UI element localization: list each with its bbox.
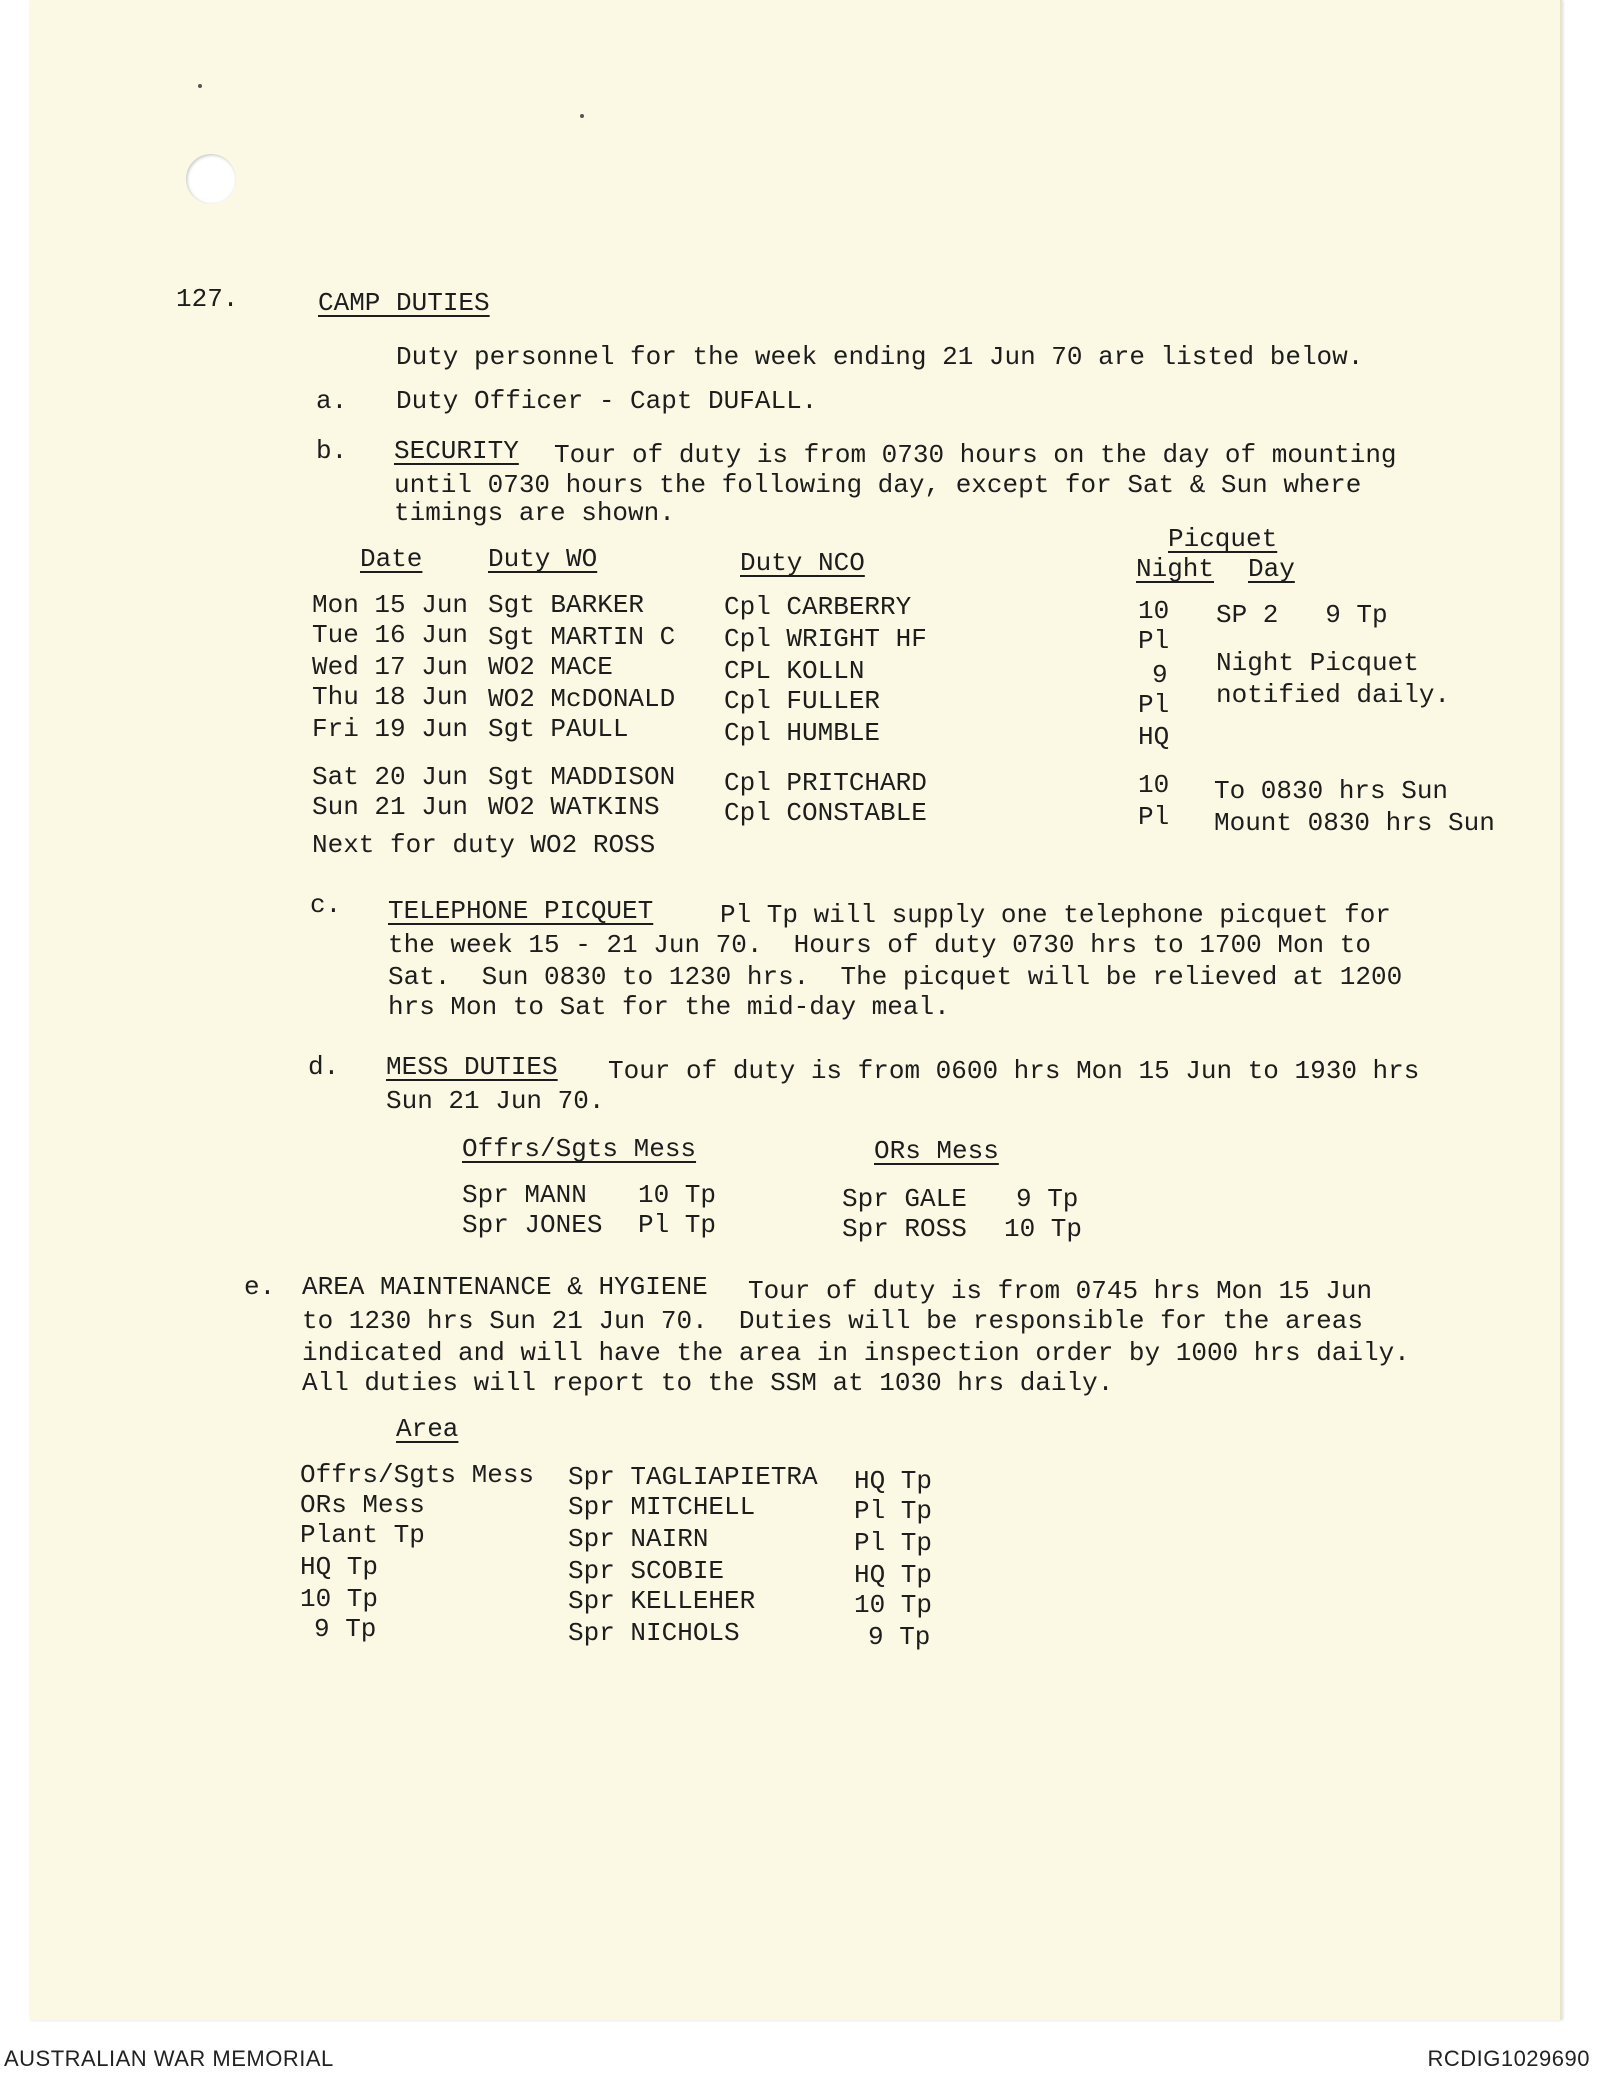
area-unit-cell: 9 Tp bbox=[868, 1622, 931, 1652]
area-unit-cell: Pl Tp bbox=[854, 1496, 933, 1526]
para-a-letter: a. bbox=[316, 386, 348, 416]
para-d-line: Tour of duty is from 0600 hrs Mon 15 Jun to 1930 hrs bbox=[608, 1056, 1420, 1086]
table-cell-wo: WO2 WATKINS bbox=[488, 792, 660, 822]
table-cell-date: Sat 20 Jun bbox=[312, 762, 469, 792]
table-cell-nco: Cpl WRIGHT HF bbox=[724, 624, 927, 654]
para-b-line: timings are shown. bbox=[394, 498, 675, 528]
area-name-cell: Spr NICHOLS bbox=[568, 1618, 740, 1648]
area-cell: Offrs/Sgts Mess bbox=[300, 1460, 535, 1490]
header-duty-wo: Duty WO bbox=[488, 544, 598, 574]
ors-mess-name: Spr GALE bbox=[842, 1184, 967, 1214]
table-cell-wo: Sgt MARTIN C bbox=[488, 622, 676, 652]
section-heading: CAMP DUTIES bbox=[318, 288, 490, 318]
table-cell-night: Pl bbox=[1138, 626, 1170, 656]
para-c-line: hrs Mon to Sat for the mid-day meal. bbox=[388, 992, 950, 1022]
para-b-heading: SECURITY bbox=[394, 436, 519, 466]
para-b-line: until 0730 hours the following day, except for Sat & Sun where bbox=[394, 470, 1362, 500]
table-cell-night: Pl bbox=[1138, 690, 1170, 720]
para-a-text: Duty Officer - Capt DUFALL. bbox=[396, 386, 818, 416]
ors-mess-unit: 10 Tp bbox=[1004, 1214, 1083, 1244]
table-cell-date: Fri 19 Jun bbox=[312, 714, 469, 744]
area-name-cell: Spr MITCHELL bbox=[568, 1492, 756, 1522]
item-number: 127. bbox=[176, 284, 239, 314]
table-cell-date: Wed 17 Jun bbox=[312, 652, 469, 682]
area-cell: HQ Tp bbox=[300, 1552, 379, 1582]
table-cell-date: Sun 21 Jun bbox=[312, 792, 469, 822]
para-e-line: All duties will report to the SSM at 1030 hrs daily. bbox=[302, 1368, 1114, 1398]
table-cell-wo: Sgt PAULL bbox=[488, 714, 629, 744]
para-e-line: indicated and will have the area in inspection order by 1000 hrs daily. bbox=[302, 1338, 1410, 1368]
area-name-cell: Spr NAIRN bbox=[568, 1524, 709, 1554]
para-d-heading: MESS DUTIES bbox=[386, 1052, 558, 1082]
footer-record-id: RCDIG1029690 bbox=[1427, 2046, 1590, 2071]
header-date: Date bbox=[360, 544, 423, 574]
offrs-mess-name: Spr MANN bbox=[462, 1180, 587, 1210]
area-unit-cell: Pl Tp bbox=[854, 1528, 933, 1558]
para-c-line: the week 15 - 21 Jun 70. Hours of duty 0730 hrs to 1700 Mon to bbox=[388, 930, 1371, 960]
table-cell-wo: Sgt MADDISON bbox=[488, 762, 676, 792]
table-cell-night: HQ bbox=[1138, 722, 1170, 752]
offrs-mess-unit: 10 Tp bbox=[638, 1180, 717, 1210]
table-cell-night: 9 bbox=[1152, 660, 1168, 690]
area-heading: Area bbox=[396, 1414, 459, 1444]
para-d-line: Sun 21 Jun 70. bbox=[386, 1086, 605, 1116]
table-cell-nco: CPL KOLLN bbox=[724, 656, 865, 686]
table-cell-day: To 0830 hrs Sun bbox=[1214, 776, 1449, 806]
area-cell: Plant Tp bbox=[300, 1520, 425, 1550]
table-cell-night: 10 bbox=[1138, 596, 1170, 626]
header-picquet: Picquet bbox=[1168, 524, 1278, 554]
para-c-line: Pl Tp will supply one telephone picquet for bbox=[720, 900, 1391, 930]
footer-institution: AUSTRALIAN WAR MEMORIAL bbox=[4, 2046, 334, 2071]
area-cell: 9 Tp bbox=[314, 1614, 377, 1644]
table-cell-date: Tue 16 Jun bbox=[312, 620, 469, 650]
area-unit-cell: 10 Tp bbox=[854, 1590, 933, 1620]
header-day: Day bbox=[1248, 554, 1295, 584]
next-for-duty: Next for duty WO2 ROSS bbox=[312, 830, 656, 860]
table-cell-wo: WO2 MACE bbox=[488, 652, 613, 682]
area-unit-cell: HQ Tp bbox=[854, 1466, 933, 1496]
paper-speck bbox=[198, 84, 202, 88]
punch-hole bbox=[186, 154, 236, 204]
paper-speck bbox=[580, 114, 584, 118]
header-night: Night bbox=[1136, 554, 1215, 584]
header-duty-nco: Duty NCO bbox=[740, 548, 865, 578]
table-cell-night: 10 bbox=[1138, 770, 1170, 800]
para-b-letter: b. bbox=[316, 436, 348, 466]
area-name-cell: Spr TAGLIAPIETRA bbox=[568, 1462, 818, 1492]
table-cell-date: Mon 15 Jun bbox=[312, 590, 469, 620]
ors-mess-unit: 9 Tp bbox=[1016, 1184, 1079, 1214]
para-c-letter: c. bbox=[310, 890, 342, 920]
para-e-heading: AREA MAINTENANCE & HYGIENE bbox=[302, 1272, 708, 1302]
area-name-cell: Spr KELLEHER bbox=[568, 1586, 756, 1616]
table-cell-day: notified daily. bbox=[1216, 680, 1451, 710]
area-cell: 10 Tp bbox=[300, 1584, 379, 1614]
table-cell-nco: Cpl CONSTABLE bbox=[724, 798, 927, 828]
table-cell-day: SP 2 9 Tp bbox=[1216, 600, 1388, 630]
offrs-mess-name: Spr JONES bbox=[462, 1210, 603, 1240]
table-cell-nco: Cpl CARBERRY bbox=[724, 592, 912, 622]
para-e-line: Tour of duty is from 0745 hrs Mon 15 Jun bbox=[748, 1276, 1373, 1306]
ors-mess-name: Spr ROSS bbox=[842, 1214, 967, 1244]
ors-mess-heading: ORs Mess bbox=[874, 1136, 999, 1166]
para-d-letter: d. bbox=[308, 1052, 340, 1082]
table-cell-date: Thu 18 Jun bbox=[312, 682, 469, 712]
table-cell-wo: WO2 McDONALD bbox=[488, 684, 676, 714]
offrs-mess-unit: Pl Tp bbox=[638, 1210, 717, 1240]
para-b-line: Tour of duty is from 0730 hours on the day of mounting bbox=[554, 440, 1397, 470]
para-c-heading: TELEPHONE PICQUET bbox=[388, 896, 654, 926]
para-e-line: to 1230 hrs Sun 21 Jun 70. Duties will be responsible for the areas bbox=[302, 1306, 1363, 1336]
offrs-mess-heading: Offrs/Sgts Mess bbox=[462, 1134, 697, 1164]
table-cell-nco: Cpl HUMBLE bbox=[724, 718, 881, 748]
area-cell: ORs Mess bbox=[300, 1490, 425, 1520]
intro-text: Duty personnel for the week ending 21 Jun 70 are listed below. bbox=[396, 342, 1364, 372]
table-cell-night: Pl bbox=[1138, 802, 1170, 832]
para-c-line: Sat. Sun 0830 to 1230 hrs. The picquet will be relieved at 1200 bbox=[388, 962, 1403, 992]
table-cell-nco: Cpl PRITCHARD bbox=[724, 768, 927, 798]
area-unit-cell: HQ Tp bbox=[854, 1560, 933, 1590]
table-cell-wo: Sgt BARKER bbox=[488, 590, 645, 620]
area-name-cell: Spr SCOBIE bbox=[568, 1556, 725, 1586]
table-cell-day: Night Picquet bbox=[1216, 648, 1419, 678]
table-cell-day: Mount 0830 hrs Sun bbox=[1214, 808, 1495, 838]
table-cell-nco: Cpl FULLER bbox=[724, 686, 881, 716]
para-e-letter: e. bbox=[244, 1272, 276, 1302]
